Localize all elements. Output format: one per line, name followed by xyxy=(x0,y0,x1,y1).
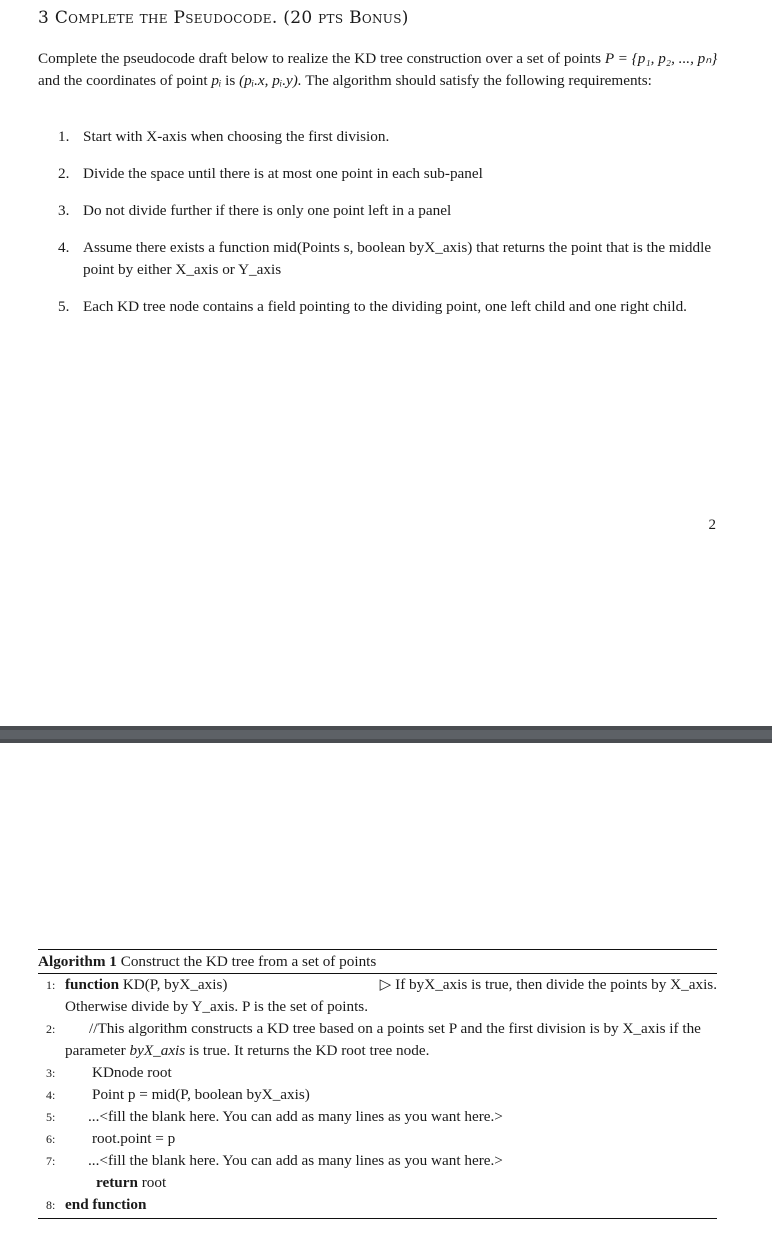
line-number: 7: xyxy=(46,1154,56,1168)
code-text: root.point = p xyxy=(92,1130,176,1147)
line-number: 1: xyxy=(46,978,56,992)
section-points: (20 pts Bonus) xyxy=(283,8,409,28)
algorithm-return-line xyxy=(38,1172,717,1194)
requirement-item xyxy=(38,237,718,281)
algorithm-label: Algorithm 1 xyxy=(38,953,117,970)
requirement-text: Do not divide further if there is only one point left in a panel xyxy=(83,202,452,219)
intro-text-4: The algorithm should satisfy the following requirements: xyxy=(305,72,652,89)
intro-text-1: Complete the pseudocode draft below to realize the KD tree construction over a set of points xyxy=(38,50,602,67)
section-title-text: Complete the Pseudocode. xyxy=(54,8,278,28)
keyword-end-function: end function xyxy=(65,1196,147,1213)
algorithm-line-6 xyxy=(38,1128,717,1150)
algorithm-line-5 xyxy=(38,1106,717,1128)
requirement-number: 1. xyxy=(58,128,70,145)
function-signature: KD(P, byX_axis) xyxy=(122,976,228,993)
point-expression: pᵢ xyxy=(211,72,222,89)
algorithm-line-7 xyxy=(38,1150,717,1172)
algorithm-bottom-rule xyxy=(38,1218,717,1219)
line-number: 4: xyxy=(46,1088,56,1102)
keyword-function: function xyxy=(65,976,120,993)
line-number: 8: xyxy=(46,1198,56,1212)
intro-text-2: and the coordinates of point xyxy=(38,72,208,89)
algorithm-block xyxy=(38,949,717,1219)
return-value: root xyxy=(141,1174,167,1191)
requirement-text: Each KD tree node contains a field pointing to the dividing point, one left child and one right child. xyxy=(83,298,687,315)
algorithm-line-3 xyxy=(38,1062,717,1084)
algorithm-comment-continuation: Otherwise divide by Y_axis. P is the set of points. xyxy=(65,998,369,1015)
algorithm-line-1 xyxy=(38,974,717,1018)
algorithm-line-8 xyxy=(38,1194,717,1216)
requirement-number: 2. xyxy=(58,165,70,182)
page-bottom xyxy=(0,743,772,1234)
algorithm-comment: ▷ If byX_axis is true, then divide the points by X_axis. xyxy=(379,976,717,993)
intro-paragraph xyxy=(38,48,718,92)
coordinate-expression: (pᵢ.x, pᵢ.y). xyxy=(239,72,302,89)
intro-text-3: is xyxy=(225,72,236,89)
line-number: 3: xyxy=(46,1066,56,1080)
requirement-item xyxy=(38,200,718,222)
requirement-number: 5. xyxy=(58,298,70,315)
requirement-item xyxy=(38,296,718,318)
keyword-return: return xyxy=(96,1174,138,1191)
requirement-number: 4. xyxy=(58,239,70,256)
requirements-list xyxy=(38,126,718,333)
algorithm-line-2 xyxy=(38,1018,717,1062)
fill-blank-placeholder: ...<fill the blank here. You can add as many lines as you want here.> xyxy=(88,1108,503,1125)
fill-blank-placeholder: ...<fill the blank here. You can add as many lines as you want here.> xyxy=(88,1152,503,1169)
line-number: 6: xyxy=(46,1132,56,1146)
line-number: 5: xyxy=(46,1110,56,1124)
requirement-number: 3. xyxy=(58,202,70,219)
requirement-text: Divide the space until there is at most one point in each sub-panel xyxy=(83,165,483,182)
requirement-text: Assume there exists a function mid(Points s, boolean byX_axis) that returns the point that is the middle point by either X_axis or Y_axis xyxy=(83,239,712,278)
requirement-item xyxy=(38,126,718,148)
requirement-item xyxy=(38,163,718,185)
section-number: 3 xyxy=(38,8,50,28)
algorithm-line-4 xyxy=(38,1084,717,1106)
algorithm-title: Construct the KD tree from a set of points xyxy=(120,953,377,970)
algorithm-caption xyxy=(38,950,717,973)
param-name: byX_axis xyxy=(129,1042,186,1059)
code-text: KDnode root xyxy=(92,1064,172,1081)
requirement-text: Start with X-axis when choosing the first division. xyxy=(83,128,390,145)
algorithm-comment-text-end: is true. It returns the KD root tree node. xyxy=(188,1042,430,1059)
set-expression: P = {p₁, p₂, ..., pₙ} xyxy=(604,50,718,67)
section-title xyxy=(38,8,409,28)
page-separator xyxy=(0,726,772,743)
code-text: Point p = mid(P, boolean byX_axis) xyxy=(92,1086,310,1103)
algorithm-comment-text: //This algorithm constructs a KD tree based on a points set P and the first division is by X_axis if the parameter xyxy=(65,1020,701,1059)
line-number: 2: xyxy=(46,1022,56,1036)
page-number: 2 xyxy=(708,517,716,533)
